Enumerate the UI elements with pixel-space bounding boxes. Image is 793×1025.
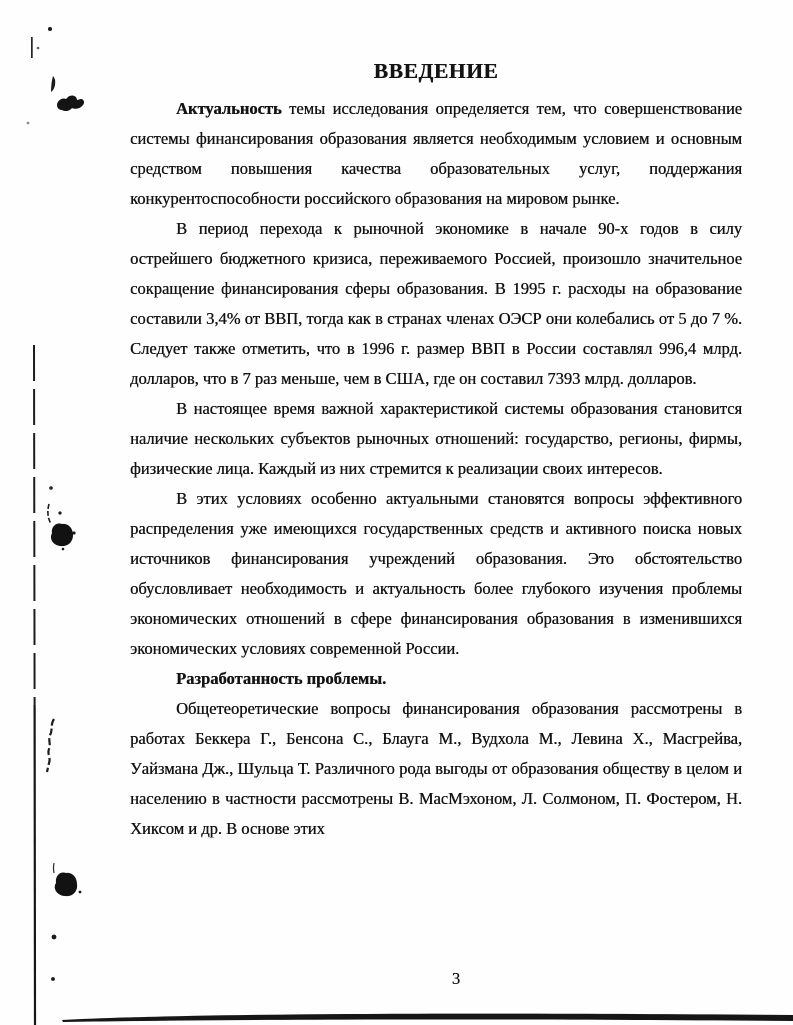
ink-scratch-zigzag bbox=[47, 719, 54, 772]
section-heading-razrabotannost: Разработанность проблемы. bbox=[176, 669, 387, 688]
bottom-scan-edge-line bbox=[62, 1014, 793, 1022]
ink-scratch-small bbox=[54, 863, 55, 873]
page-number: 3 bbox=[451, 969, 461, 988]
paragraph-text: темы исследования определяется тем, что совершенствование системы финансирования образования является необходимым условием и основным средством повышения качества образовательных услуг, поддержания конкурентоспособности российского образования на мировом рынке. bbox=[130, 99, 743, 208]
ink-speck bbox=[79, 891, 82, 894]
ink-scratch-crescent bbox=[48, 504, 51, 524]
paragraph-market-subjects: В настоящее время важной характеристикой системы образования становится наличие нескольких субъектов рыночных отношений: государство, регионы, фирмы, физические лица. Каждый из них стремится к реализации своих интересов. bbox=[130, 399, 742, 478]
paragraph-transition-period: В период перехода к рыночной экономике в начале 90-х годов в силу острейшего бюджетного кризиса, переживаемого Россией, произошло значительное сокращение финансирования сферы образования. В 1995 г. расходы на образование составили 3,4% от ВВП, тогда как в странах членах ОЭСР они колебались от 5 до 7 %. Следует также отметить, что в 1996 г. размер ВВП в России составлял 996,4 млрд. долларов, что в 7 раз меньше, чем в США, где он составил 7393 млрд. долларов. bbox=[130, 219, 742, 388]
ink-speck bbox=[48, 27, 52, 31]
ink-speck bbox=[62, 548, 65, 551]
page-title: ВВЕДЕНИЕ bbox=[373, 59, 499, 83]
ink-speck bbox=[51, 977, 55, 981]
ink-speck bbox=[58, 511, 61, 514]
ink-speck bbox=[37, 47, 40, 50]
paragraph-funding-sources: В этих условиях особенно актуальными становятся вопросы эффективного распределения уже имеющихся государственных средств и активного поиска новых источников финансирования учреждений образования. Это обстоятельство обусловливает необходимость и актуальность более глубокого изучения проблемы экономических отношений в сфере финансирования образования в изменившихся экономических условиях современной России. bbox=[130, 489, 742, 658]
left-margin-line-dashed-segment bbox=[34, 345, 35, 705]
paragraph-aktualnost bbox=[130, 94, 742, 214]
paragraph-lead-bold: Актуальность bbox=[176, 99, 282, 118]
document-body bbox=[130, 57, 742, 844]
ink-speck bbox=[52, 935, 57, 940]
ink-blob-top bbox=[57, 96, 84, 111]
ink-comma-mark bbox=[51, 76, 55, 92]
ink-speck bbox=[72, 531, 75, 534]
ink-speck bbox=[49, 486, 53, 490]
paragraph-literature-review: Общетеоретические вопросы финансирования образования рассмотрены в работах Беккера Г., Бенсона С., Блауга М., Вудхола М., Левина Х., Масгрейва, Уайзмана Дж., Шульца Т. Различного рода выгоды от образования обществу в целом и населению в частности рассмотрены В. МасМэхоном, Л. Солмоном, П. Фостером, Н. Хиксом и др. В основе этих bbox=[130, 699, 742, 838]
ink-blob-middle bbox=[51, 524, 73, 547]
ink-blob-bottom bbox=[55, 873, 77, 897]
left-margin-line-top-segment bbox=[31, 37, 33, 58]
ink-speck bbox=[27, 122, 30, 125]
